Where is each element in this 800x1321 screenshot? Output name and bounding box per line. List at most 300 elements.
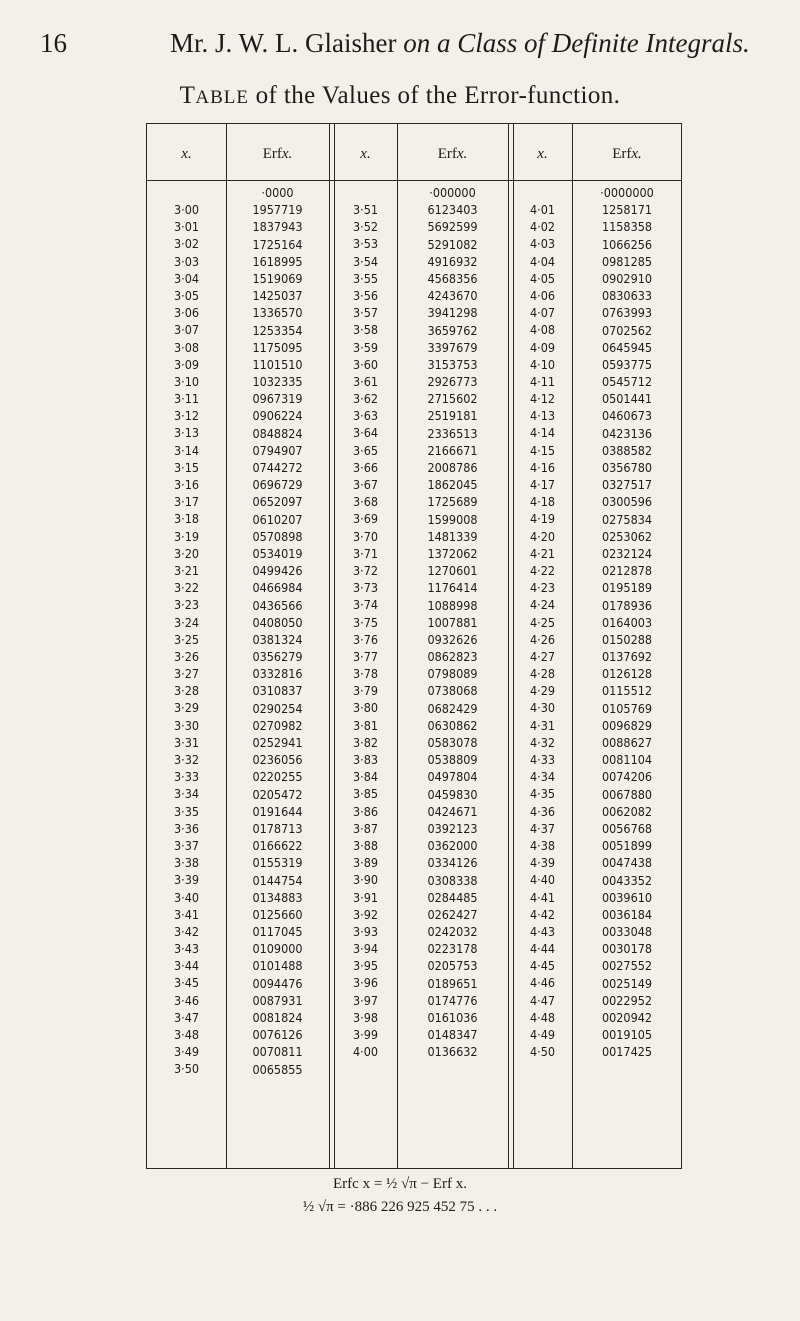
table-cell: 4·28	[529, 666, 556, 682]
table-cell: 3·02	[173, 236, 200, 252]
table-title-smallcaps: ABLE	[195, 87, 249, 108]
table-cell: 3·10	[173, 373, 200, 389]
table-cell: 0166622	[252, 838, 303, 854]
author: Mr. J. W. L. Glaisher	[170, 28, 397, 58]
table-cell: 0794907	[252, 442, 303, 458]
table-cell: 3·40	[173, 889, 200, 905]
table-cell: 0332816	[252, 666, 303, 682]
table-cell: 2926773	[427, 374, 478, 390]
table-cell: 3·26	[173, 648, 200, 664]
x-column-1	[147, 201, 226, 1078]
table-cell: 3·56	[352, 287, 379, 303]
table-cell: 2519181	[427, 408, 478, 424]
table-cell: 0178713	[252, 820, 303, 836]
table-cell: 0164003	[601, 614, 653, 630]
table-cell: 0744272	[252, 460, 303, 475]
x-column-3	[513, 201, 572, 1060]
table-cell: 1270601	[427, 563, 478, 579]
table-cell: 0070811	[252, 1044, 303, 1060]
table-cell: 1101510	[252, 356, 303, 372]
table-cell: 4·26	[529, 631, 556, 647]
table-cell: 0022952	[601, 992, 653, 1008]
table-cell: 3·89	[352, 855, 379, 871]
table-cell: 2008786	[427, 460, 478, 475]
table-cell: 1519069	[252, 270, 303, 286]
table-cell: 3·76	[352, 631, 379, 647]
table-cell: 0356279	[252, 649, 303, 665]
table-cell: 0062082	[601, 803, 653, 819]
table-cell: 4·42	[529, 906, 556, 922]
table-cell: 3·05	[173, 287, 200, 303]
table-cell: 3·09	[173, 356, 200, 372]
table-cell: 3·23	[173, 597, 200, 613]
table-cell: 3·12	[173, 408, 200, 424]
table-cell: 3·85	[352, 786, 379, 802]
table-cell: 0150288	[601, 631, 653, 647]
table-cell: 0967319	[252, 391, 303, 407]
table-cell: 3·84	[352, 769, 379, 785]
table-cell: 3·81	[352, 717, 379, 733]
table-cell: 1066256	[601, 236, 653, 252]
table-cell: 0033048	[601, 924, 653, 940]
table-cell: 3·08	[173, 339, 200, 355]
table-cell: 0223178	[427, 941, 478, 957]
table-cell: 5692599	[427, 219, 478, 235]
table-cell: 0148347	[427, 1027, 478, 1043]
table-cell: 1372062	[427, 545, 478, 561]
table-cell: 4·29	[529, 683, 556, 699]
table-cell: 0043352	[601, 872, 653, 888]
table-cell: 4·23	[529, 580, 556, 596]
table-cell: 2715602	[427, 391, 478, 407]
table-cell: 0798089	[427, 666, 478, 682]
table-cell: 3·46	[173, 992, 200, 1008]
table-cell: 0848824	[252, 425, 303, 441]
table-cell: 4·10	[529, 356, 556, 372]
table-cell: 0096829	[601, 717, 653, 733]
table-cell: 1253354	[252, 322, 303, 338]
table-cell: 3·97	[352, 992, 379, 1008]
table-cell: 1725164	[252, 236, 303, 252]
table-cell: 4·31	[529, 717, 556, 733]
table-cell: 0310837	[252, 683, 303, 699]
table-cell: 4·36	[529, 803, 556, 819]
table-cell: 0076126	[252, 1027, 303, 1043]
table-cell: 3·72	[352, 562, 379, 578]
table-cell: 3·88	[352, 837, 379, 853]
table-cell: 3·66	[352, 459, 379, 475]
table-cell: 4·27	[529, 648, 556, 664]
table-cell: 3·17	[173, 494, 200, 510]
title-connector: on a	[403, 28, 451, 58]
table-cell: 3·18	[173, 511, 200, 527]
table-cell: 1258171	[601, 202, 653, 218]
table-cell: 1862045	[427, 477, 478, 493]
table-cell: 0189651	[427, 975, 478, 991]
table-cell: 0125660	[252, 906, 303, 922]
table-cell: 4·43	[529, 923, 556, 939]
table-cell: 0460673	[601, 408, 653, 424]
table-cell: 3·51	[352, 202, 379, 217]
table-cell: 4·02	[529, 219, 556, 235]
table-cell: 4·18	[529, 494, 556, 510]
table-cell: 3·21	[173, 562, 200, 578]
table-cell: 0161036	[427, 1010, 478, 1025]
table-cell: 4·19	[529, 511, 556, 527]
table-cell: 1088998	[427, 597, 478, 613]
table-cell: 0137692	[601, 649, 653, 665]
table-cell: 0174776	[427, 992, 478, 1008]
table-cell: 3·79	[352, 683, 379, 699]
table-cell: 3·69	[352, 511, 379, 527]
table-cell: 3·31	[173, 734, 200, 750]
table-cell: 0593775	[601, 356, 653, 372]
table-cell: 1007881	[427, 614, 478, 630]
table-cell: 4·32	[529, 734, 556, 750]
table-cell: 3·55	[352, 270, 379, 286]
running-title	[170, 28, 750, 59]
table-title	[0, 82, 800, 110]
table-cell: 0027552	[601, 958, 653, 974]
table-cell: 3397679	[427, 339, 478, 355]
table-cell: 0115512	[601, 683, 653, 699]
table-cell: 3·77	[352, 648, 379, 664]
table-cell: 0381324	[252, 631, 303, 647]
table-cell: 3·98	[352, 1009, 379, 1025]
table-cell: 0030178	[601, 941, 653, 957]
table-cell: 0334126	[427, 855, 478, 871]
table-cell: 0738068	[427, 683, 478, 699]
column-rule	[329, 124, 330, 1168]
table-cell: 4·04	[529, 253, 556, 269]
table-cell: 3·27	[173, 666, 200, 682]
table-cell: 0220255	[252, 769, 303, 785]
table-cell: 2336513	[427, 425, 478, 441]
table-cell: 4·33	[529, 752, 556, 767]
table-cell: 0862823	[427, 649, 478, 665]
table-cell: 0583078	[427, 735, 478, 750]
table-cell: 0065855	[252, 1061, 303, 1077]
table-cell: 3·75	[352, 614, 379, 630]
table-cell: 4·45	[529, 958, 556, 974]
table-cell: 6123403	[427, 202, 478, 218]
table-title-rest: of the Values of the Error-function.	[255, 82, 621, 109]
table-cell: 1032335	[252, 374, 303, 390]
table-cell: 1957719	[252, 202, 303, 218]
table-cell: 3·95	[352, 958, 379, 974]
table-cell: 3·73	[352, 580, 379, 596]
table-cell: 3·20	[173, 545, 200, 561]
table-cell: 0205472	[252, 786, 303, 802]
erf-column-2	[397, 184, 508, 1061]
column-header-x: x.	[537, 146, 548, 162]
table-cell: 3·63	[352, 408, 379, 424]
table-cell: 3·48	[173, 1027, 200, 1042]
table-cell: 3·34	[173, 786, 200, 802]
erf-column-1	[226, 184, 329, 1078]
table-cell: 3·19	[173, 528, 200, 544]
header-rule	[147, 180, 681, 181]
half-root-pi-value: ½ √π = ·886 226 925 452 75 . . .	[302, 1199, 498, 1215]
table-cell: 3·86	[352, 803, 379, 819]
table-cell: 0019105	[601, 1027, 653, 1043]
table-cell: 0081104	[601, 752, 653, 768]
table-cell: 0017425	[601, 1044, 653, 1060]
table-cell: 3·01	[173, 219, 200, 235]
page-number: 16	[40, 28, 67, 58]
table-cell: 3·11	[173, 391, 200, 407]
table-cell: 0830633	[601, 288, 653, 304]
table-cell: 3153753	[427, 356, 478, 372]
table-cell: 0652097	[252, 494, 303, 510]
table-cell: 0436566	[252, 597, 303, 613]
table-cell: 1837943	[252, 219, 303, 235]
table-cell: 4·09	[529, 339, 556, 355]
table-cell: 0497804	[427, 769, 478, 785]
table-cell: 4·37	[529, 820, 556, 836]
table-cell: 3·74	[352, 597, 379, 613]
table-cell: 4·15	[529, 442, 556, 458]
table-cell: 3·50	[173, 1061, 200, 1077]
table-cell: 4·39	[529, 855, 556, 871]
x-column-2	[334, 201, 397, 1060]
table-cell: 0327517	[601, 477, 653, 493]
table-cell: 0126128	[601, 666, 653, 682]
table-cell: 3·37	[173, 837, 200, 853]
table-cell: 3·99	[352, 1027, 379, 1042]
table-cell: 0570898	[252, 528, 303, 544]
table-cell: 0136632	[427, 1044, 478, 1060]
table-cell: 4·05	[529, 270, 556, 286]
table-cell: 0408050	[252, 614, 303, 630]
table-cell: 0308338	[427, 872, 478, 888]
table-cell: 3·53	[352, 236, 379, 252]
table-cell: 4243670	[427, 288, 478, 304]
table-cell: 1158358	[601, 219, 653, 235]
table-cell: 3·80	[352, 700, 379, 716]
table-cell: 1725689	[427, 494, 478, 510]
table-cell: 1481339	[427, 528, 478, 544]
table-cell: 0538809	[427, 752, 478, 768]
table-cell: 3·90	[352, 872, 379, 888]
table-cell: 1618995	[252, 253, 303, 269]
table-cell: 0466984	[252, 580, 303, 596]
table-cell: 4568356	[427, 270, 478, 286]
table-cell: 4·41	[529, 889, 556, 905]
table-cell: 3·22	[173, 580, 200, 596]
table-cell: 0499426	[252, 563, 303, 579]
column-header-x: x.	[360, 146, 371, 162]
table-cell: 3·36	[173, 820, 200, 836]
table-cell: 4·38	[529, 837, 556, 853]
table-cell: 3·54	[352, 253, 379, 269]
table-cell: 3·47	[173, 1009, 200, 1025]
table-cell: 0932626	[427, 631, 478, 647]
table-cell: 3·28	[173, 683, 200, 699]
table-cell: 0087931	[252, 992, 303, 1008]
table-cell: 0242032	[427, 924, 478, 940]
table-cell: 0645945	[601, 339, 653, 355]
table-cell: 0047438	[601, 855, 653, 871]
table-cell: 3659762	[427, 322, 478, 338]
table-cell: 3·67	[352, 477, 379, 492]
paper-subject: Class of Definite Integrals.	[457, 28, 750, 58]
table-cell: 3·42	[173, 923, 200, 939]
table-cell: 4·47	[529, 992, 556, 1008]
table-cell-leading: ·0000000	[600, 185, 654, 200]
table-cell: 0232124	[601, 545, 653, 561]
table-cell: 3·65	[352, 442, 379, 458]
table-cell: 0763993	[601, 305, 653, 321]
table-title-initial: T	[179, 82, 196, 109]
table-cell: 0906224	[252, 408, 303, 424]
table-cell: 3·70	[352, 528, 379, 544]
error-function-table	[146, 123, 682, 1169]
table-cell: 3941298	[427, 305, 478, 321]
table-cell: 3·06	[173, 305, 200, 321]
table-cell: 3·96	[352, 975, 379, 991]
table-cell: 0109000	[252, 941, 303, 957]
table-cell: 3·62	[352, 391, 379, 407]
table-cell: 4·14	[529, 425, 556, 441]
table-cell: 0253062	[601, 528, 653, 544]
table-cell-leading: ·000000	[429, 185, 476, 200]
table-cell: 3·78	[352, 666, 379, 682]
table-cell: 1175095	[252, 339, 303, 355]
table-cell: 3·57	[352, 305, 379, 321]
table-cell: 3·94	[352, 941, 379, 957]
table-cell: 3·41	[173, 906, 200, 922]
table-cell-leading: ·0000	[261, 185, 294, 200]
running-header	[0, 28, 800, 78]
table-cell: 3·04	[173, 270, 200, 286]
table-cell: 0696729	[252, 477, 303, 493]
table-cell: 0290254	[252, 700, 303, 716]
table-cell: 3·38	[173, 855, 200, 871]
column-header-erf: Erfx.	[612, 146, 642, 162]
table-cell: 3·49	[173, 1044, 200, 1060]
table-cell: 3·25	[173, 631, 200, 647]
table-cell: 3·68	[352, 494, 379, 510]
table-cell: 4·44	[529, 941, 556, 957]
column-header-erf: Erfx.	[437, 146, 468, 162]
table-cell: 4·03	[529, 236, 556, 252]
table-cell: 0702562	[601, 322, 653, 338]
table-cell: 0423136	[601, 425, 653, 441]
table-cell: 3·59	[352, 339, 379, 355]
table-cell: 3·32	[173, 752, 200, 767]
table-cell: 0105769	[601, 700, 653, 716]
table-cell: 0025149	[601, 975, 653, 991]
table-cell: 3·24	[173, 614, 200, 630]
table-cell: 3·44	[173, 958, 200, 974]
table-cell: 3·13	[173, 425, 200, 441]
table-cell: 0300596	[601, 494, 653, 510]
table-cell: 4·16	[529, 459, 556, 475]
table-cell: 4·11	[529, 373, 556, 389]
table-cell: 0020942	[601, 1010, 653, 1025]
table-cell: 3·93	[352, 923, 379, 939]
table-cell: 4·34	[529, 769, 556, 785]
table-cell: 4·01	[529, 202, 556, 217]
table-cell: 0144754	[252, 872, 303, 888]
table-cell: 4·13	[529, 408, 556, 424]
table-cell: 0074206	[601, 769, 653, 785]
table-cell: 0101488	[252, 958, 303, 974]
table-cell: 3·33	[173, 769, 200, 785]
table-cell: 0270982	[252, 717, 303, 733]
table-cell: 5291082	[427, 236, 478, 252]
table-cell: 3·82	[352, 734, 379, 750]
table-cell: 4·25	[529, 614, 556, 630]
table-cell: 4·40	[529, 872, 556, 888]
table-cell: 4·21	[529, 545, 556, 561]
table-cell: 4·17	[529, 477, 556, 492]
table-cell: 3·43	[173, 941, 200, 957]
table-cell: 0117045	[252, 924, 303, 940]
table-cell: 0392123	[427, 820, 478, 836]
table-cell: 1336570	[252, 305, 303, 321]
table-cell: 3·16	[173, 477, 200, 492]
column-header-x: x.	[181, 146, 192, 162]
table-cell: 3·92	[352, 906, 379, 922]
table-cell: 4·00	[352, 1044, 379, 1060]
table-cell: 4·49	[529, 1027, 556, 1042]
table-cell: 3·30	[173, 717, 200, 733]
table-cell: 0902910	[601, 270, 653, 286]
table-cell: 3·58	[352, 322, 379, 338]
column-header-erf: Erfx.	[262, 146, 293, 162]
table-cell: 0051899	[601, 838, 653, 854]
table-cell: 0362000	[427, 838, 478, 854]
table-cell: 0155319	[252, 855, 303, 871]
table-cell: 0388582	[601, 442, 653, 458]
table-cell: 0424671	[427, 803, 478, 819]
table-cell: 0134883	[252, 889, 303, 905]
table-cell: 4·08	[529, 322, 556, 338]
table-cell: 4·06	[529, 287, 556, 303]
table-cell: 3·07	[173, 322, 200, 338]
table-cell: 3·00	[173, 202, 200, 217]
table-cell: 0262427	[427, 906, 478, 922]
table-cell: 0094476	[252, 975, 303, 991]
table-cell: 0036184	[601, 906, 653, 922]
table-cell: 0630862	[427, 717, 478, 733]
table-cell: 0981285	[601, 253, 653, 269]
table-cell: 4·50	[529, 1044, 556, 1060]
table-cell: 3·35	[173, 803, 200, 819]
table-cell: 3·91	[352, 889, 379, 905]
table-cell: 3·15	[173, 459, 200, 475]
table-cell: 4·24	[529, 597, 556, 613]
erf-column-3	[572, 184, 682, 1061]
table-cell: 3·45	[173, 975, 200, 991]
table-cell: 3·64	[352, 425, 379, 441]
table-cell: 0534019	[252, 545, 303, 561]
table-cell: 0545712	[601, 374, 653, 390]
table-cell: 4·12	[529, 391, 556, 407]
table-cell: 3·39	[173, 872, 200, 888]
table-cell: 0275834	[601, 511, 653, 527]
table-cell: 3·03	[173, 253, 200, 269]
table-cell: 0056768	[601, 820, 653, 836]
table-cell: 0191644	[252, 803, 303, 819]
table-cell: 3·60	[352, 356, 379, 372]
table-cell: 1425037	[252, 288, 303, 304]
table-cell: 1176414	[427, 580, 478, 596]
column-rule	[508, 124, 509, 1168]
table-cell: 0081824	[252, 1010, 303, 1025]
